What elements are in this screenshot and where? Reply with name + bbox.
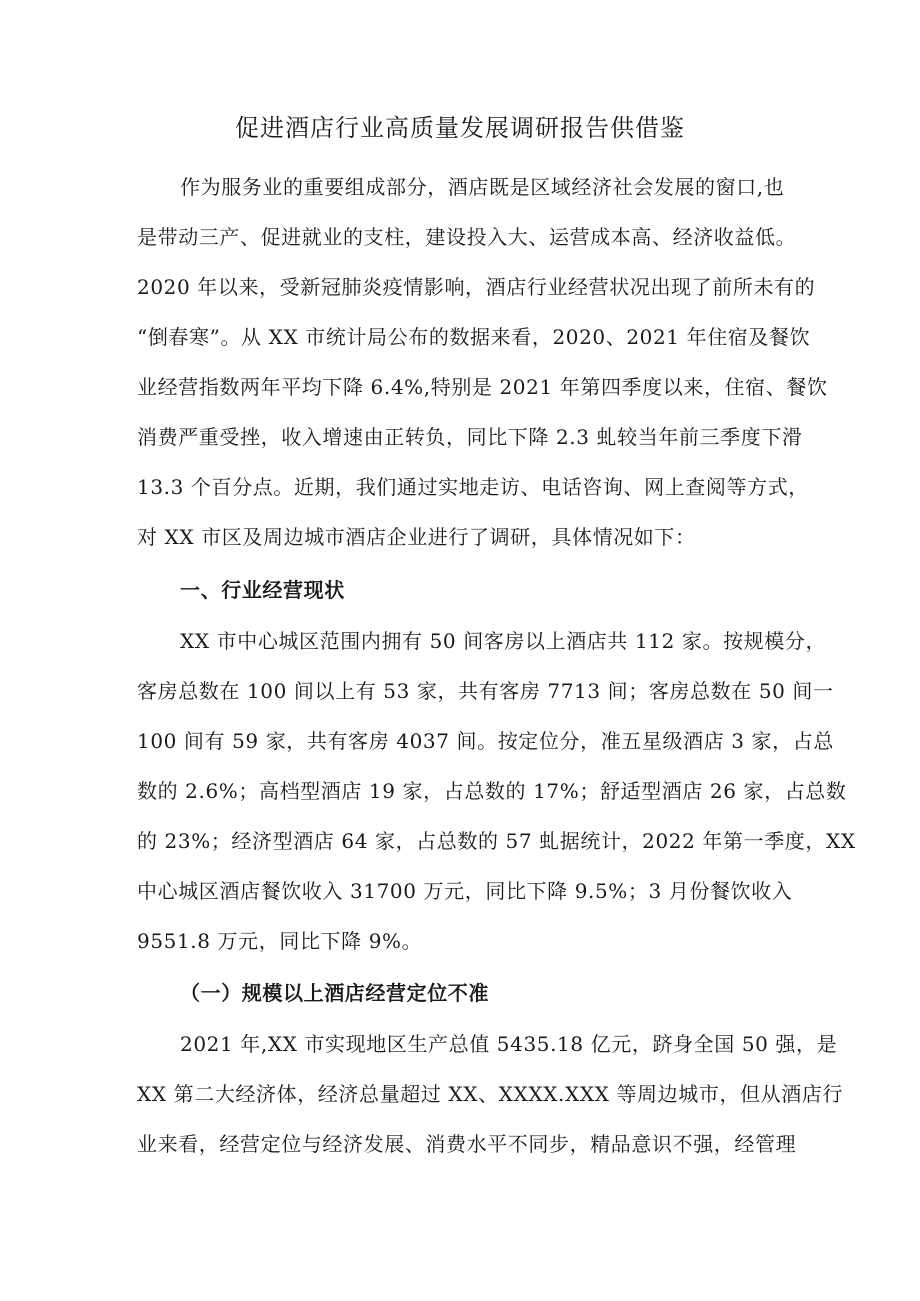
paragraph-line: 中心城区酒店餐饮收入 31700 万元，同比下降 9.5%；3 月份餐饮收入 <box>137 879 793 903</box>
document-title: 促进酒店行业高质量发展调研报告供借鉴 <box>235 114 685 142</box>
paragraph-line: 13.3 个百分点。近期，我们通过实地走访、电话咨询、网上查阅等方式， <box>137 475 809 499</box>
paragraph-line: 作为服务业的重要组成部分，酒店既是区域经济社会发展的窗口,也 <box>180 175 785 199</box>
paragraph-line: “倒春寒”。从 XX 市统计局公布的数据来看，2020、2021 年住宿及餐饮 <box>137 325 811 349</box>
paragraph-line: 100 间有 59 家，共有客房 4037 间。按定位分，准五星级酒店 3 家，占总 <box>137 729 834 753</box>
paragraph-line: 对 XX 市区及周边城市酒店企业进行了调研，具体情况如下： <box>137 525 696 549</box>
section-heading: 一、行业经营现状 <box>180 578 345 602</box>
paragraph-line: 的 23%；经济型酒店 64 家，占总数的 57 虬据统计，2022 年第一季度，XX <box>137 829 856 853</box>
subsection-heading: （一）规模以上酒店经营定位不准 <box>180 981 489 1005</box>
paragraph-line: 业来看，经营定位与经济发展、消费水平不同步，精品意识不强，经管理 <box>137 1132 797 1156</box>
paragraph-line: XX 市中心城区范围内拥有 50 间客房以上酒店共 112 家。按规模分， <box>180 629 827 653</box>
paragraph-line: 9551.8 万元，同比下降 9%。 <box>137 929 423 953</box>
paragraph-line: 消费严重受挫，收入增速由正转负，同比下降 2.3 虬较当年前三季度下滑 <box>137 425 803 449</box>
paragraph-line: 业经营指数两年平均下降 6.4%,特别是 2021 年第四季度以来，住宿、餐饮 <box>137 375 828 399</box>
paragraph-line: 客房总数在 100 间以上有 53 家，共有客房 7713 间；客房总数在 50 间一 <box>137 679 834 703</box>
paragraph-line: 是带动三产、促进就业的支柱，建设投入大、运营成本高、经济收益低。 <box>137 225 797 249</box>
paragraph-line: 数的 2.6%；高档型酒店 19 家，占总数的 17%；舒适型酒店 26 家，占总数 <box>137 779 847 803</box>
paragraph-line: 2021 年,XX 市实现地区生产总值 5435.18 亿元，跻身全国 50 强，是 <box>180 1032 838 1056</box>
paragraph-line: 2020 年以来，受新冠肺炎疫情影响，酒店行业经营状况出现了前所未有的 <box>137 275 816 299</box>
paragraph-line: XX 第二大经济体，经济总量超过 XX、XXXX.XXX 等周边城市，但从酒店行 <box>137 1082 844 1106</box>
